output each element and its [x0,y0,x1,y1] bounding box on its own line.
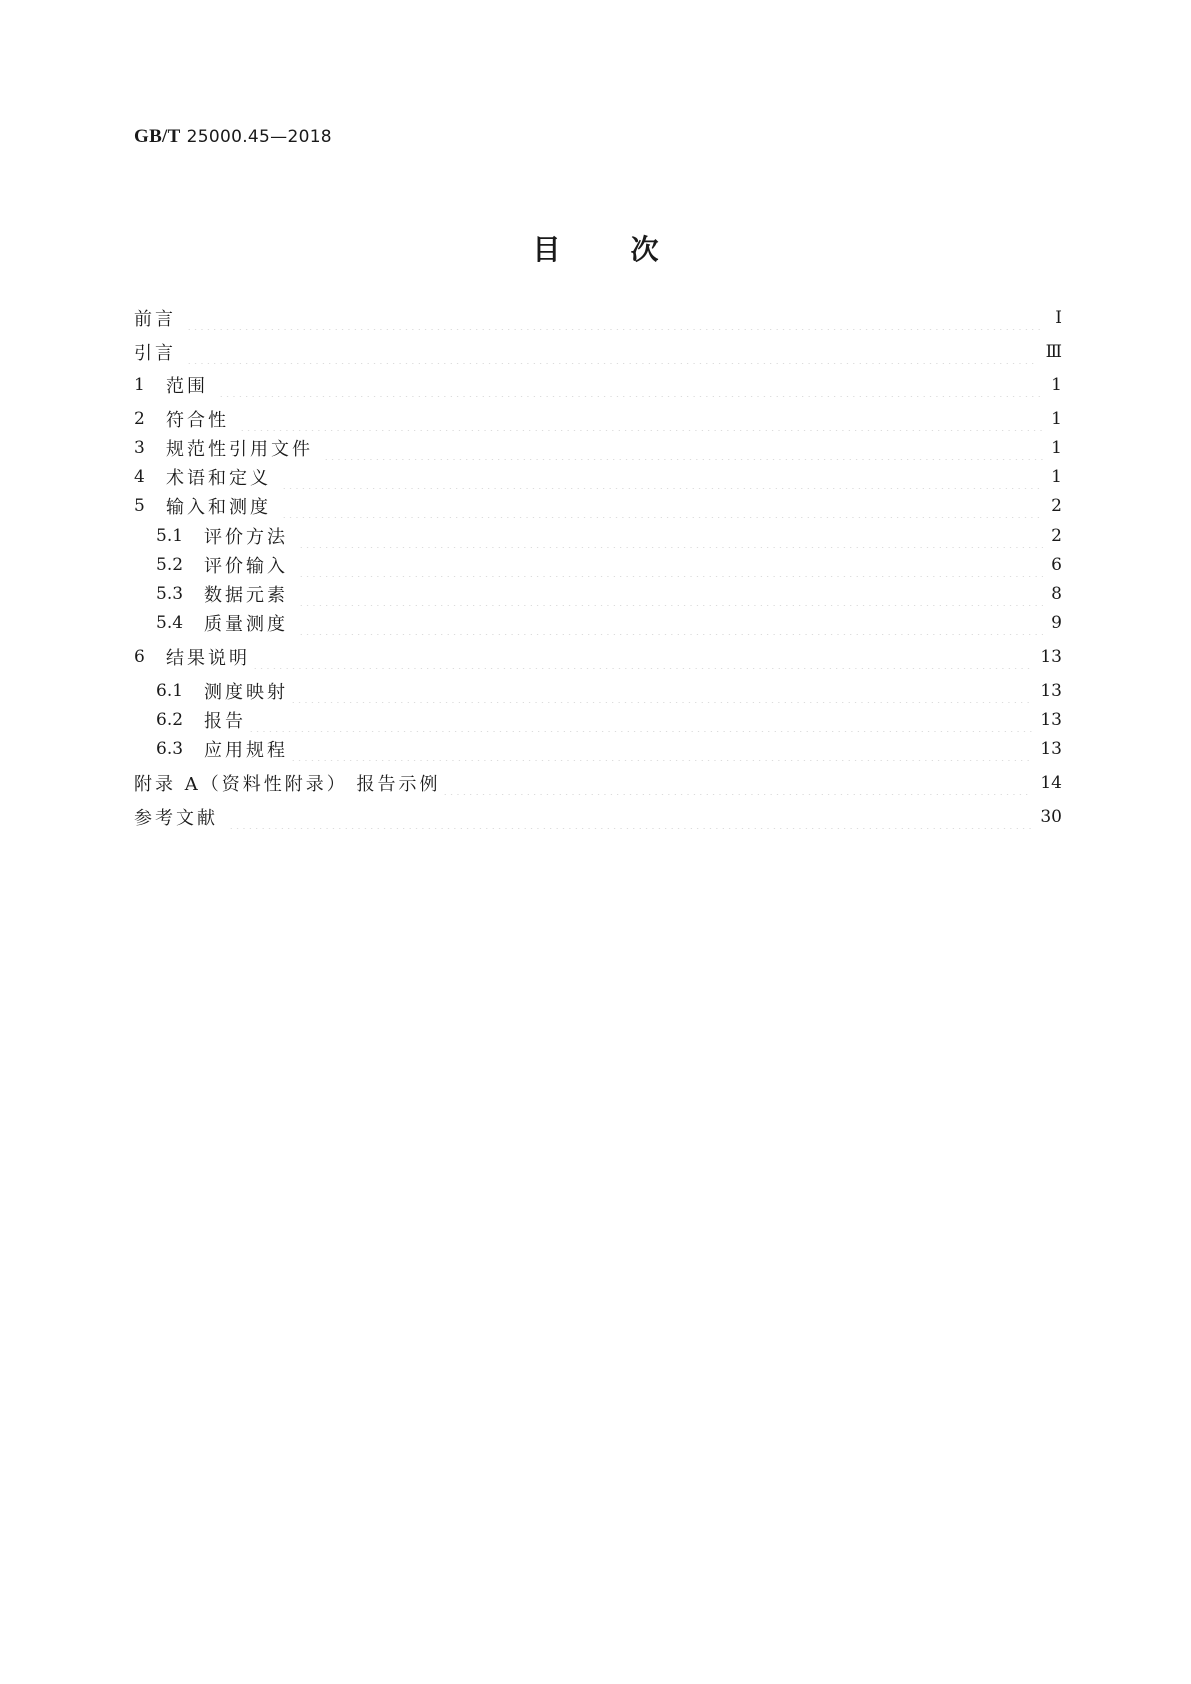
toc-entry-5-4[interactable] [134,611,1062,635]
toc-leader [186,306,1044,330]
toc-number: 3 [134,438,145,458]
toc-leader [290,679,1032,703]
toc-number: 5.1 [156,526,184,546]
toc-leader [323,436,1043,460]
toc-number: 5.2 [156,555,184,575]
toc-label: 质量测度 [204,614,288,635]
toc-entry-4[interactable] [134,465,1062,489]
toc-number: 6.1 [156,681,184,701]
toc-number: 5.3 [156,584,184,604]
toc-entry-6-2[interactable] [134,708,1062,732]
toc-label: 数据元素 [204,585,288,606]
toc-label: 附录 A（资料性附录） 报告示例 [134,774,441,795]
toc-label: 报告 [204,711,246,732]
title-char-1: 目 [532,233,561,266]
toc-entry-5-3[interactable] [134,582,1062,606]
toc-number: 6 [134,647,145,667]
toc-page: 1 [1051,409,1062,429]
toc-leader [239,407,1043,431]
toc-entry-5-2[interactable] [134,553,1062,577]
standard-prefix: GB/T [134,126,181,147]
toc-page: 13 [1040,647,1062,667]
page-title [0,228,1191,268]
toc-entry-annex-a[interactable] [134,771,1062,795]
toc-label: 术语和定义 [166,468,271,489]
toc-page: 1 [1051,438,1062,458]
toc-page: 2 [1051,496,1062,516]
toc-leader [281,494,1043,518]
toc-number: 1 [134,375,145,395]
toc-label: 测度映射 [204,682,288,703]
standard-number: 25000.45—2018 [186,127,332,147]
toc-leader [248,708,1032,732]
toc-number: 4 [134,467,145,487]
toc-entry-5[interactable] [134,494,1062,518]
toc-entry-introduction[interactable] [134,340,1062,364]
title-char-2: 次 [630,233,659,266]
toc-label: 评价方法 [204,527,288,548]
toc-label: 评价输入 [204,556,288,577]
toc-leader [298,553,1043,577]
toc-leader [186,340,1038,364]
toc-entry-5-1[interactable] [134,524,1062,548]
toc-label: 前言 [134,309,176,330]
toc-number: 2 [134,409,145,429]
standard-code [134,126,332,148]
toc-page: Ⅰ [1055,308,1062,328]
toc-leader [298,582,1043,606]
toc-leader [252,645,1032,669]
toc-page: 1 [1051,467,1062,487]
toc-label: 符合性 [166,410,229,431]
toc-entry-6-3[interactable] [134,737,1062,761]
toc-page: 2 [1051,526,1062,546]
toc-page: 6 [1051,555,1062,575]
toc-number: 6.3 [156,739,184,759]
toc-page: 8 [1051,584,1062,604]
toc-entry-3[interactable] [134,436,1062,460]
toc-leader [218,373,1043,397]
toc-label: 应用规程 [204,740,288,761]
toc-page: 14 [1040,773,1062,793]
toc-page: 13 [1040,710,1062,730]
toc-entry-foreword[interactable] [134,306,1062,330]
toc-leader [228,805,1032,829]
toc-page: Ⅲ [1045,342,1062,362]
toc-entry-1[interactable] [134,373,1062,397]
toc-number: 6.2 [156,710,184,730]
toc-number: 5 [134,496,145,516]
toc-leader [298,611,1043,635]
toc-leader [442,771,1032,795]
toc-entry-2[interactable] [134,407,1062,431]
toc-leader [281,465,1043,489]
toc-label: 规范性引用文件 [166,439,313,460]
toc-label: 范围 [166,376,208,397]
toc-number: 5.4 [156,613,184,633]
toc-page: 13 [1040,681,1062,701]
toc-entry-bibliography[interactable] [134,805,1062,829]
toc-page: 9 [1051,613,1062,633]
toc-label: 引言 [134,343,176,364]
toc-label: 输入和测度 [166,497,271,518]
toc-label: 结果说明 [166,648,250,669]
toc-entry-6[interactable] [134,645,1062,669]
toc-page: 1 [1051,375,1062,395]
toc-leader [298,524,1043,548]
toc-leader [290,737,1032,761]
toc-page: 13 [1040,739,1062,759]
toc-label: 参考文献 [134,808,218,829]
toc-entry-6-1[interactable] [134,679,1062,703]
toc-page: 30 [1040,807,1062,827]
